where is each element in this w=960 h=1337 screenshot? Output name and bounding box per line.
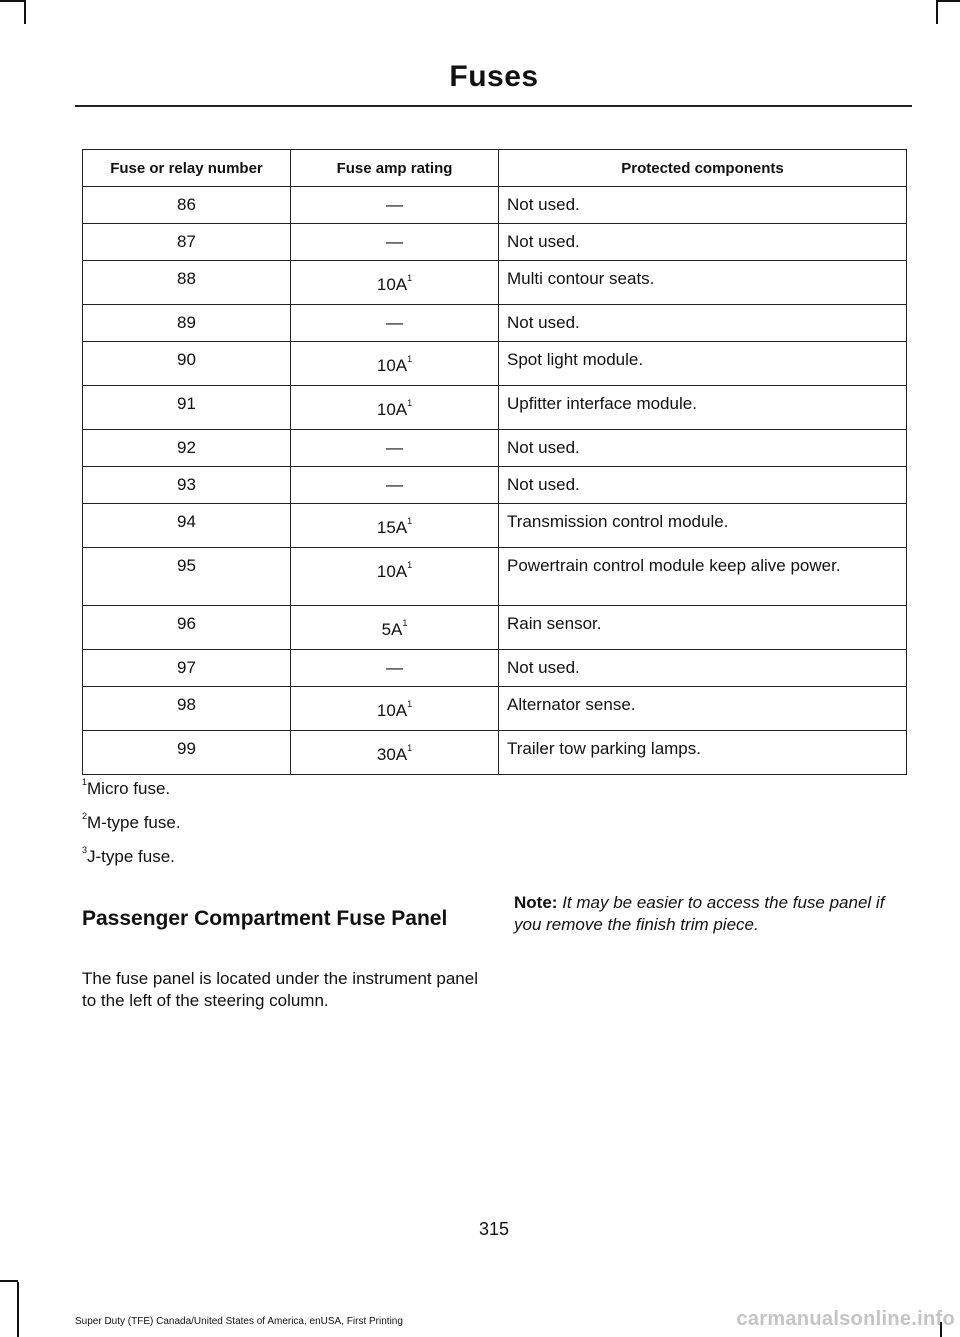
- footnotes: [82, 779, 181, 881]
- protected-component-cell: Not used.: [499, 467, 907, 504]
- amp-rating-cell: [291, 731, 499, 775]
- amp-rating-cell: [291, 687, 499, 731]
- amp-rating-value: 10A: [376, 356, 408, 375]
- amp-rating-cell: [291, 261, 499, 305]
- amp-rating-value: 5A: [381, 620, 403, 639]
- amp-rating-value: 10A: [376, 400, 408, 419]
- amp-rating-value: —: [386, 658, 403, 677]
- amp-rating-value: 15A: [376, 518, 408, 537]
- footnote-ref: 1: [407, 743, 413, 753]
- table-row: [83, 386, 907, 430]
- note-label: Note:: [514, 893, 558, 912]
- fuse-number-cell: 95: [83, 548, 291, 606]
- protected-component-cell: Not used.: [499, 187, 907, 224]
- table-row: [83, 342, 907, 386]
- footnote-ref: 1: [407, 354, 413, 364]
- footnote-ref: 1: [402, 618, 408, 628]
- column-header: Fuse amp rating: [291, 150, 499, 187]
- protected-component-cell: Not used.: [499, 430, 907, 467]
- crop-mark-bottom-left: [0, 1280, 18, 1282]
- table-row: [83, 305, 907, 342]
- fuse-number-cell: 93: [83, 467, 291, 504]
- note-body: It may be easier to access the fuse panel if you remove the finish trim piece.: [514, 893, 885, 934]
- fuse-number-cell: 98: [83, 687, 291, 731]
- table-row: [83, 187, 907, 224]
- footnote: [82, 779, 181, 813]
- footnote-ref: 1: [407, 699, 413, 709]
- fuse-number-cell: 90: [83, 342, 291, 386]
- amp-rating-value: 30A: [376, 745, 408, 764]
- protected-component-cell: Not used.: [499, 650, 907, 687]
- table-row: [83, 224, 907, 261]
- fuse-number-cell: 88: [83, 261, 291, 305]
- amp-rating-value: 10A: [376, 701, 408, 720]
- crop-mark-top-right: [936, 0, 938, 24]
- title-divider: [75, 105, 912, 107]
- table-row: [83, 687, 907, 731]
- footnote-mark: 3: [82, 845, 88, 855]
- fuse-number-cell: 89: [83, 305, 291, 342]
- fuse-number-cell: 92: [83, 430, 291, 467]
- amp-rating-cell: [291, 305, 499, 342]
- protected-component-cell: Rain sensor.: [499, 606, 907, 650]
- protected-component-cell: Not used.: [499, 224, 907, 261]
- fuse-table: [82, 149, 907, 775]
- fuse-number-cell: 99: [83, 731, 291, 775]
- section-body: The fuse panel is located under the instrument panel to the left of the steering column.: [82, 969, 478, 1010]
- watermark: carmanualsonline.info: [736, 1308, 955, 1330]
- amp-rating-value: —: [386, 475, 403, 494]
- amp-rating-cell: [291, 342, 499, 386]
- table-row: [83, 430, 907, 467]
- footnote-text: Micro fuse.: [87, 779, 171, 798]
- fuse-number-cell: 91: [83, 386, 291, 430]
- table-row: [83, 467, 907, 504]
- crop-mark-bottom-left: [17, 1282, 19, 1337]
- amp-rating-value: —: [386, 232, 403, 251]
- crop-mark-top-left: [0, 0, 24, 2]
- table-row: [83, 731, 907, 775]
- footnote-ref: 1: [407, 398, 413, 408]
- fuse-number-cell: 97: [83, 650, 291, 687]
- table-row: [83, 261, 907, 305]
- amp-rating-value: 10A: [376, 562, 408, 581]
- table-row: [83, 504, 907, 548]
- table-row: [83, 548, 907, 606]
- amp-rating-cell: [291, 606, 499, 650]
- amp-rating-value: —: [386, 438, 403, 457]
- fuse-number-cell: 87: [83, 224, 291, 261]
- page-title: Fuses: [449, 60, 539, 93]
- protected-component-cell: Trailer tow parking lamps.: [499, 731, 907, 775]
- note: [514, 892, 909, 936]
- amp-rating-cell: [291, 224, 499, 261]
- protected-component-cell: Not used.: [499, 305, 907, 342]
- crop-mark-top-right: [936, 0, 960, 2]
- footnote-mark: 1: [82, 777, 88, 787]
- protected-component-cell: Transmission control module.: [499, 504, 907, 548]
- amp-rating-cell: [291, 467, 499, 504]
- protected-component-cell: Alternator sense.: [499, 687, 907, 731]
- fuse-number-cell: 94: [83, 504, 291, 548]
- amp-rating-cell: [291, 504, 499, 548]
- column-header: Fuse or relay number: [83, 150, 291, 187]
- footnote-text: M-type fuse.: [87, 813, 181, 832]
- footnote-text: J-type fuse.: [87, 847, 175, 866]
- amp-rating-cell: [291, 650, 499, 687]
- footnote-ref: 1: [407, 516, 413, 526]
- protected-component-cell: Multi contour seats.: [499, 261, 907, 305]
- amp-rating-value: —: [386, 195, 403, 214]
- amp-rating-value: —: [386, 313, 403, 332]
- footnote: [82, 847, 181, 881]
- amp-rating-cell: [291, 548, 499, 606]
- amp-rating-cell: [291, 187, 499, 224]
- footnote-mark: 2: [82, 811, 88, 821]
- column-header: Protected components: [499, 150, 907, 187]
- amp-rating-cell: [291, 386, 499, 430]
- fuse-number-cell: 96: [83, 606, 291, 650]
- footer-text: Super Duty (TFE) Canada/United States of America, enUSA, First Printing: [75, 1316, 403, 1327]
- footnote-ref: 1: [407, 273, 413, 283]
- crop-mark-top-left: [24, 0, 26, 24]
- protected-component-cell: Powertrain control module keep alive power.: [499, 548, 907, 606]
- amp-rating-value: 10A: [376, 275, 408, 294]
- page-number: 315: [478, 1219, 510, 1239]
- section-heading: Passenger Compartment Fuse Panel: [82, 907, 448, 930]
- amp-rating-cell: [291, 430, 499, 467]
- protected-component-cell: Spot light module.: [499, 342, 907, 386]
- footnote-ref: 1: [407, 560, 413, 570]
- fuse-number-cell: 86: [83, 187, 291, 224]
- protected-component-cell: Upfitter interface module.: [499, 386, 907, 430]
- footnote: [82, 813, 181, 847]
- table-row: [83, 650, 907, 687]
- table-header-row: [83, 150, 907, 187]
- table-row: [83, 606, 907, 650]
